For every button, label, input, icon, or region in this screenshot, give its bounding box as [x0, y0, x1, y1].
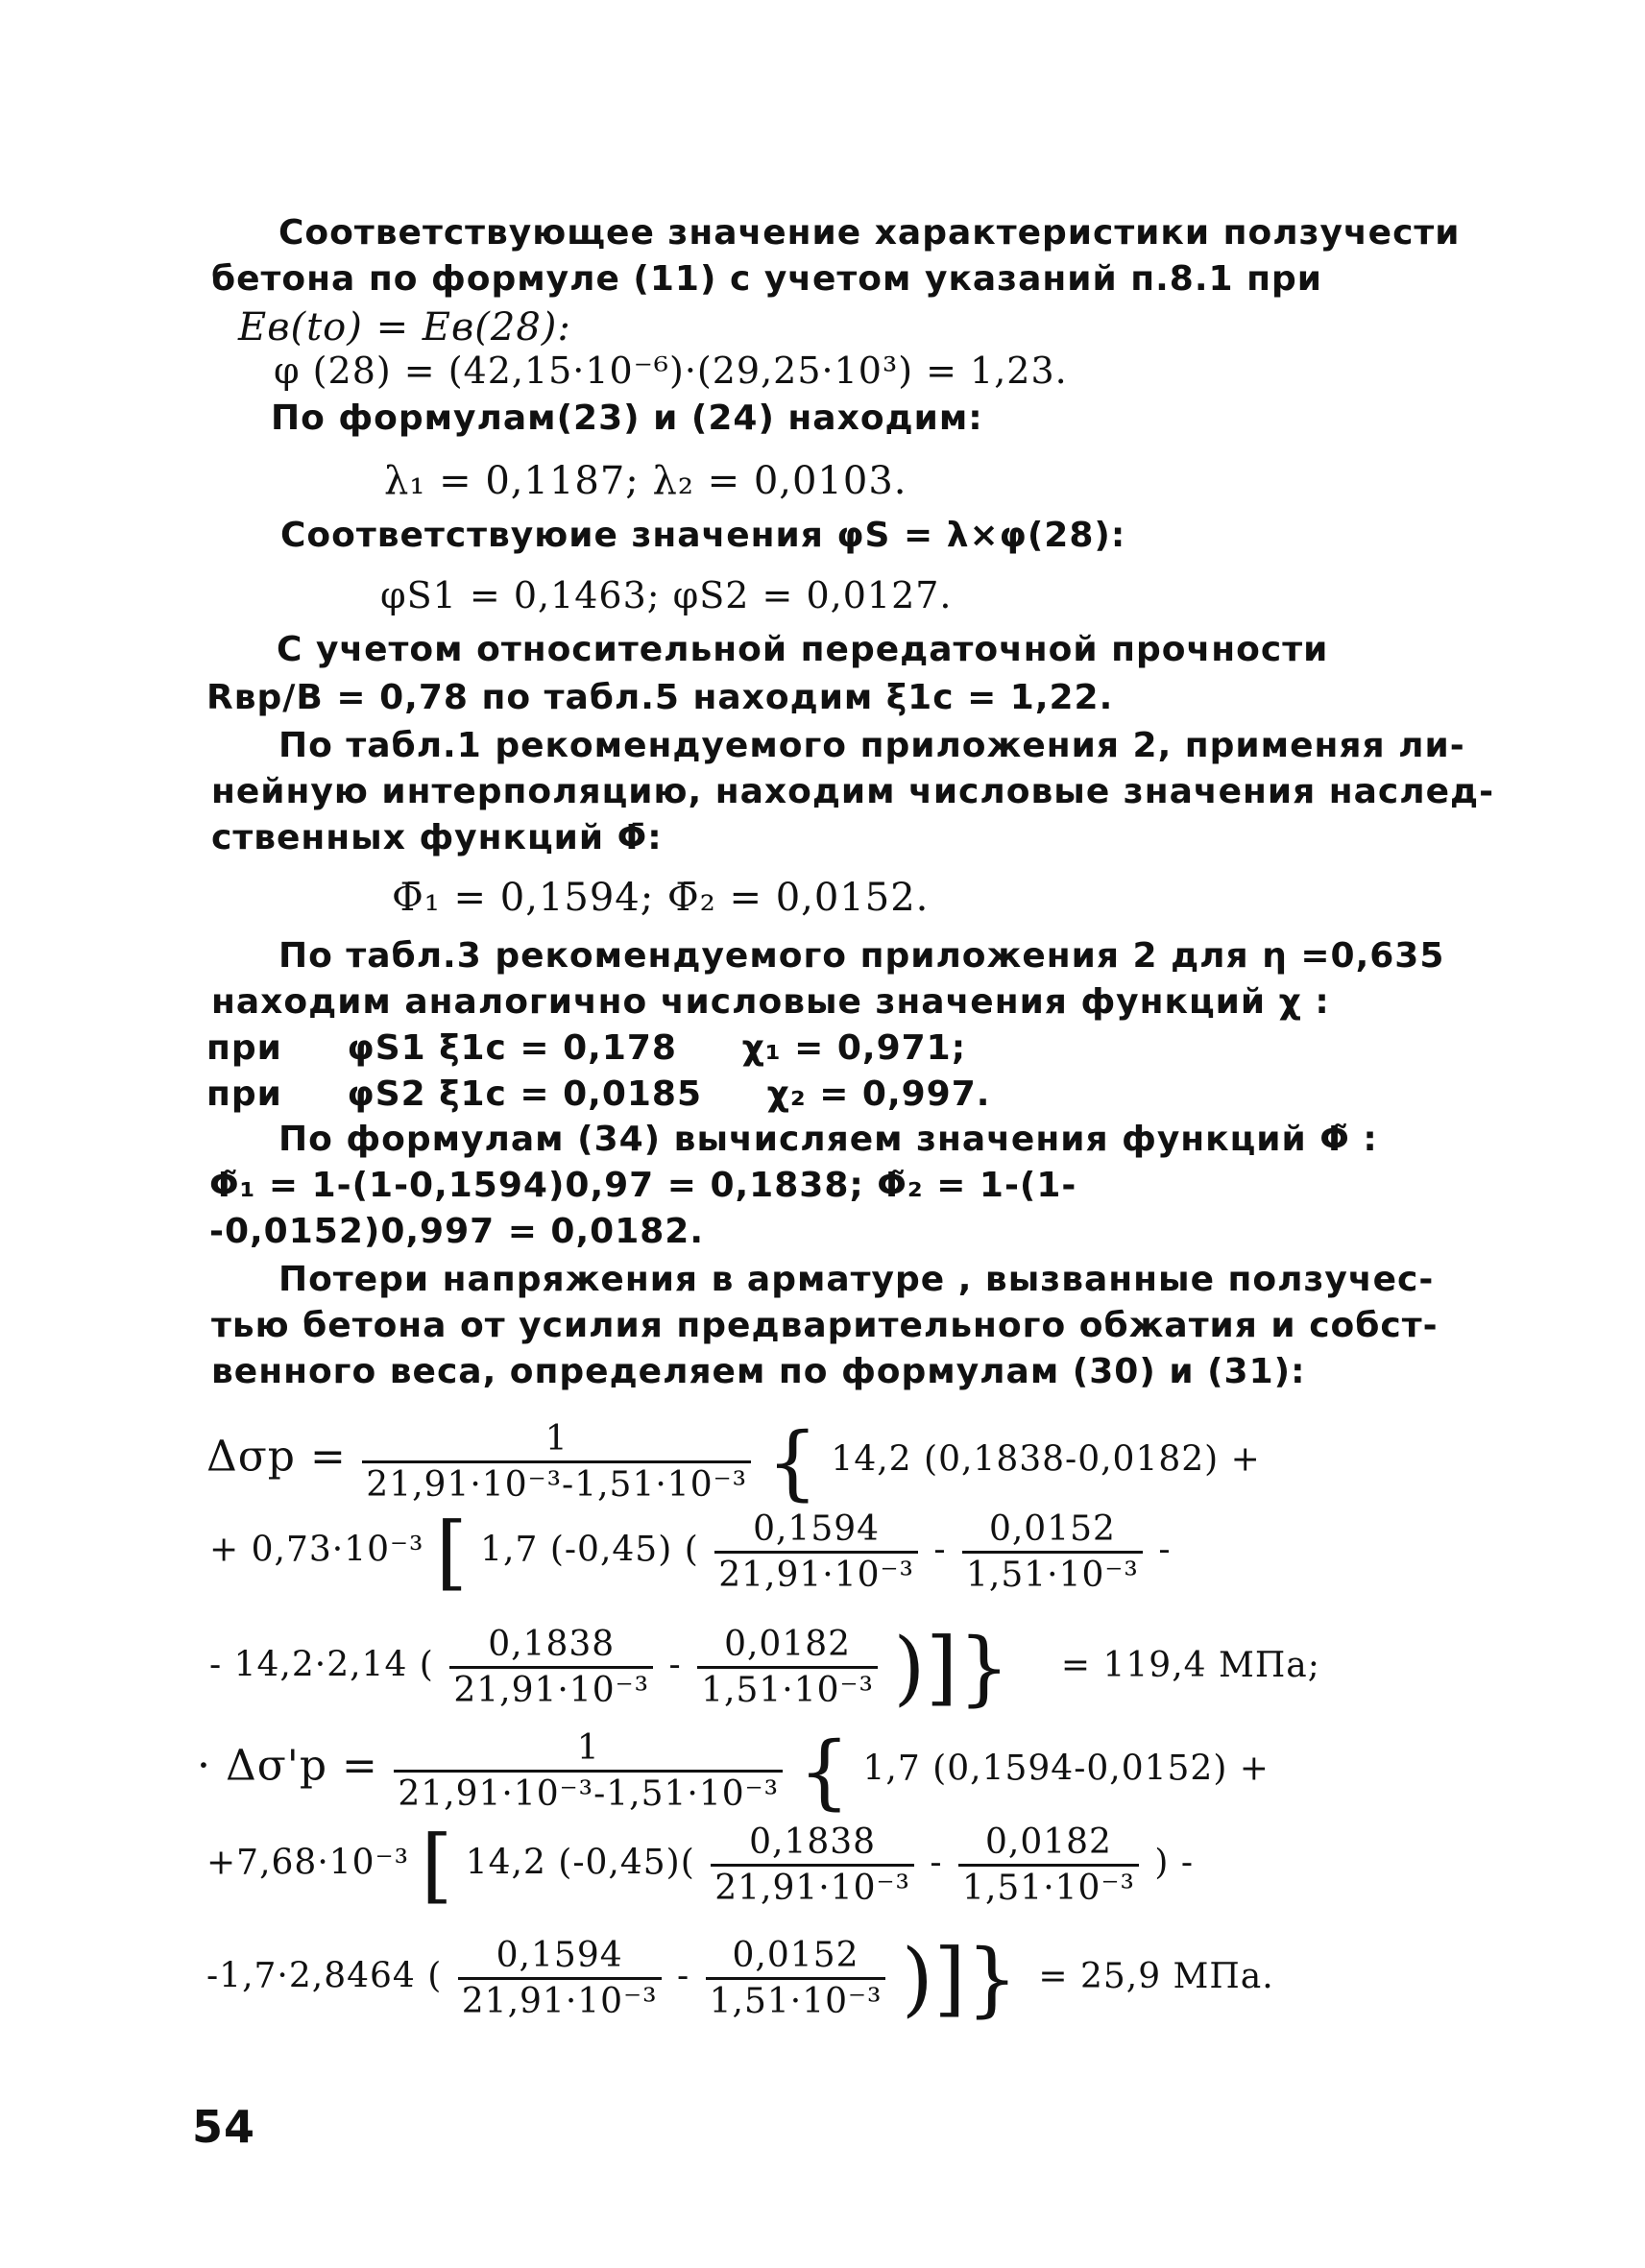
fraction [458, 1936, 662, 2021]
para-line: По формулам(23) и (24) находим: [271, 398, 983, 438]
fraction-numerator: 0,0182 [697, 1625, 878, 1669]
formula-line [206, 1414, 1261, 1509]
fraction-denominator: 21,91·10⁻³-1,51·10⁻³ [366, 1465, 748, 1505]
fraction [714, 1509, 918, 1595]
formula-line [209, 1505, 1172, 1600]
fraction [958, 1822, 1139, 1908]
para-line: С учетом относительной передаточной прочности [277, 630, 1329, 669]
para-line: По формулам (34) вычисляем значения функций Φ̃ : [278, 1120, 1378, 1159]
para-line: Соответствующее значение характеристики ползучести [278, 213, 1461, 253]
formula-result: = 119,4 МПа; [1060, 1645, 1320, 1685]
fraction-denominator: 21,91·10⁻³ [453, 1671, 650, 1710]
formula-result: = 25,9 МПа. [1038, 1956, 1274, 1996]
minus-sign: - [676, 1956, 690, 1996]
fraction [449, 1625, 653, 1710]
formula-rest: 1,7 (0,1594-0,0152) + [862, 1749, 1270, 1789]
fraction-numerator: 1 [362, 1419, 751, 1463]
fraction-numerator: 0,1594 [458, 1936, 662, 1980]
formula-line [209, 1620, 1320, 1715]
formula-prefix: - 14,2·2,14 ( [209, 1645, 434, 1685]
para-line: Потери напряжения в арматуре , вызванные ползучес- [278, 1260, 1435, 1299]
equation-line: λ₁ = 0,1187; λ₂ = 0,0103. [384, 459, 907, 503]
bracket-open: [ [421, 1818, 454, 1913]
fraction-numerator: 0,1838 [449, 1625, 653, 1669]
para-line: Φ̃₁ = 1-(1-0,1594)0,97 = 0,1838; Φ̃₂ = 1-(1- [209, 1166, 1077, 1205]
fraction-numerator: 0,1594 [714, 1509, 918, 1554]
minus-sign: - [933, 1530, 947, 1570]
bracket-close: )]} [901, 1931, 1019, 2026]
fraction [362, 1419, 751, 1505]
fraction-denominator: 1,51·10⁻³ [966, 1556, 1139, 1595]
para-line: По табл.3 рекомендуемого приложения 2 для η =0,635 [278, 936, 1445, 976]
para-line: нейную интерполяцию, находим числовые значения наслед- [211, 772, 1495, 811]
bracket-open: [ [435, 1505, 469, 1600]
para-line: ственных функций Φ̄: [211, 818, 663, 857]
fraction [394, 1728, 783, 1814]
fraction-numerator: 1 [394, 1728, 783, 1773]
para-line: при φS1 ξ1c = 0,178 χ₁ = 0,971; [206, 1028, 967, 1068]
fraction-numerator: 0,0152 [706, 1936, 886, 1980]
minus-sign: - [668, 1645, 682, 1685]
para-line: находим аналогично числовые значения функций χ : [211, 982, 1330, 1022]
fraction-denominator: 1,51·10⁻³ [962, 1869, 1135, 1908]
equation-line: φS1 = 0,1463; φS2 = 0,0127. [380, 574, 953, 616]
fraction-numerator: 0,0152 [962, 1509, 1143, 1554]
equation-line: φ (28) = (42,15·10⁻⁶)·(29,25·10³) = 1,23. [274, 350, 1068, 392]
formula-line [206, 1818, 1194, 1913]
minus-sign: - [930, 1843, 943, 1883]
para-line: тью бетона от усилия предварительного обжатия и собст- [211, 1306, 1439, 1345]
para-line: -0,0152)0,997 = 0,0182. [209, 1212, 705, 1251]
formula-post: - [1158, 1530, 1172, 1570]
para-line: Rвр/B = 0,78 по табл.5 находим ξ1c = 1,22. [206, 678, 1114, 717]
fraction-denominator: 21,91·10⁻³-1,51·10⁻³ [398, 1774, 780, 1814]
formula-line [206, 1931, 1274, 2026]
para-line: бетона по формуле (11) с учетом указаний п.8.1 при [211, 259, 1322, 299]
formula-prefix: + 0,73·10⁻³ [209, 1530, 424, 1570]
fraction-denominator: 1,51·10⁻³ [709, 1982, 883, 2021]
para-line: Соответствуюие значения φS = λ×φ(28): [280, 516, 1126, 555]
fraction [711, 1822, 914, 1908]
para-line: венного веса, определяем по формулам (30) и (31): [211, 1352, 1306, 1391]
formula-lhs: Δσp = [206, 1432, 347, 1482]
brace-open: { [798, 1724, 852, 1819]
fraction-denominator: 21,91·10⁻³ [718, 1556, 914, 1595]
formula-mid: 14,2 (-0,45)( [465, 1843, 695, 1883]
formula-prefix: +7,68·10⁻³ [206, 1843, 410, 1883]
para-line: По табл.1 рекомендуемого приложения 2, применяя ли- [278, 726, 1465, 765]
fraction-denominator: 21,91·10⁻³ [714, 1869, 910, 1908]
formula-line [197, 1724, 1270, 1819]
formula-prefix: -1,7·2,8464 ( [206, 1956, 443, 1996]
fraction-denominator: 21,91·10⁻³ [461, 1982, 658, 2021]
page-number: 54 [192, 2101, 256, 2153]
fraction-numerator: 0,0182 [958, 1822, 1139, 1867]
fraction [697, 1625, 878, 1710]
fraction [706, 1936, 886, 2021]
equation-line: Eв(to) = Eв(28): [238, 305, 571, 350]
formula-post: ) - [1154, 1843, 1194, 1883]
fraction-numerator: 0,1838 [711, 1822, 914, 1867]
bracket-close: )]} [893, 1620, 1011, 1715]
brace-open: { [766, 1414, 819, 1509]
fraction-denominator: 1,51·10⁻³ [701, 1671, 874, 1710]
formula-mid: 1,7 (-0,45) ( [480, 1530, 699, 1570]
fraction [962, 1509, 1143, 1595]
equation-line: Φ̄₁ = 0,1594; Φ̄₂ = 0,0152. [392, 876, 930, 920]
formula-rest: 14,2 (0,1838-0,0182) + [831, 1439, 1261, 1480]
para-line: при φS2 ξ1c = 0,0185 χ₂ = 0,997. [206, 1074, 991, 1114]
formula-lhs: · Δσ'p = [197, 1741, 378, 1791]
